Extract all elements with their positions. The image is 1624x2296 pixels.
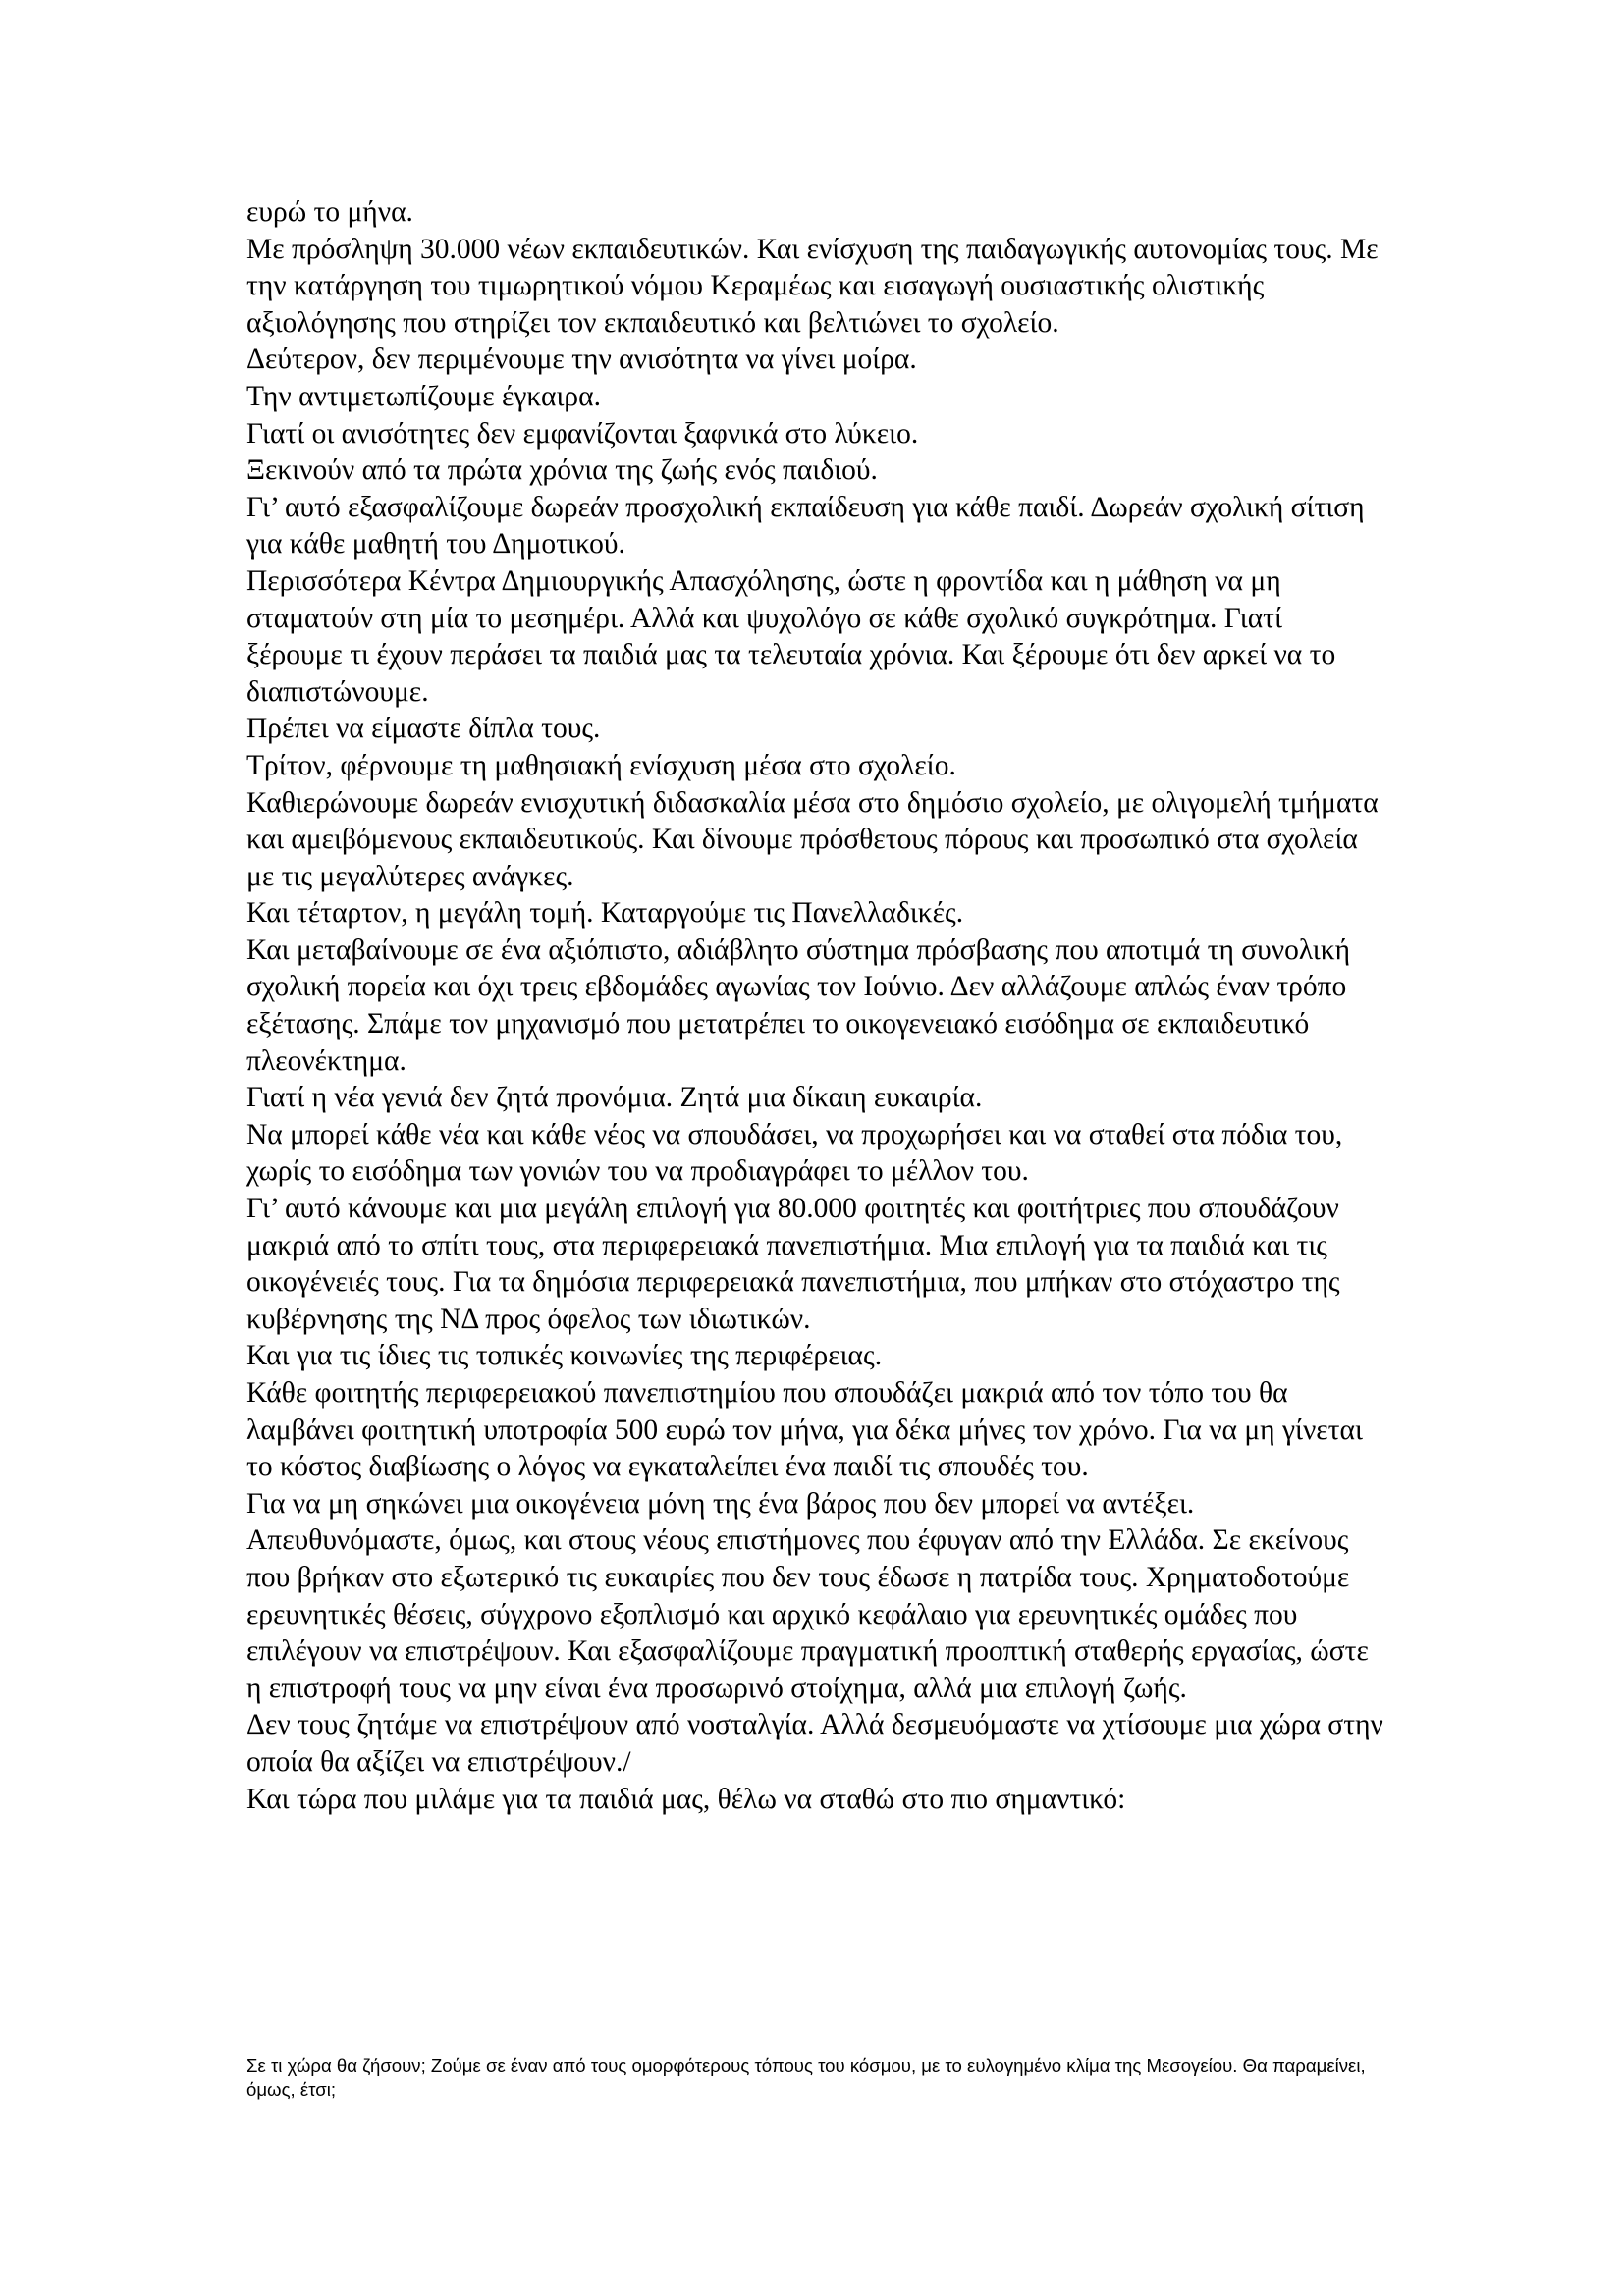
paragraph: Απευθυνόμαστε, όμως, και στους νέους επιστήμονες που έφυγαν από την Ελλάδα. Σε εκείνους που βρήκαν στο εξωτερικό τις ευκαιρίες που δεν τους έδωσε η πατρίδα τους. Χρηματοδοτούμε ερευνητικές θέσεις, σύγχρονο εξοπλισμό και αρχικό κεφάλαιο για ερευνητικές ομάδες που επιλέγουν να επιστρέψουν. Και εξασφαλίζουμε πραγματική προοπτική σταθερής εργασίας, ώστε η επιστροφή τους να μην είναι ένα προσωρινό στοίχημα, αλλά μια επιλογή ζωής.	[246, 1524, 1369, 1704]
footnote-text: Σε τι χώρα θα ζήσουν; Ζούμε σε έναν από τους ομορφότερους τόπους του κόσμου, με το ευλογημένο κλίμα της Μεσογείου. Θα παραμείνει, όμως, έτσι;	[246, 2056, 1366, 2100]
paragraph: Καθιερώνουμε δωρεάν ενισχυτική διδασκαλία μέσα στο δημόσιο σχολείο, με ολιγομελή τμήματα και αμειβόμενους εκπαιδευτικούς. Και δίνουμε πρόσθετους πόρους και προσωπικό στα σχολεία με τις μεγαλύτερες ανάγκες.	[246, 786, 1379, 892]
paragraph: Και τέταρτον, η μεγάλη τομή. Καταργούμε τις Πανελλαδικές.	[246, 897, 964, 930]
paragraph: Να μπορεί κάθε νέα και κάθε νέος να σπουδάσει, να προχωρήσει και να σταθεί στα πόδια του, χωρίς το εισόδημα των γονιών του να προδιαγράφει το μέλλον του.	[246, 1118, 1343, 1188]
paragraph: Και για τις ίδιες τις τοπικές κοινωνίες της περιφέρειας.	[246, 1340, 883, 1372]
paragraph: Δεύτερον, δεν περιμένουμε την ανισότητα να γίνει μοίρα.	[246, 344, 917, 376]
paragraph: Περισσότερα Κέντρα Δημιουργικής Απασχόλησης, ώστε η φροντίδα και η μάθηση να μη σταματούν στη μία το μεσημέρι. Αλλά και ψυχολόγο σε κάθε σχολικό συγκρότημα. Γιατί ξέρουμε τι έχουν περάσει τα παιδιά μας τα τελευταία χρόνια. Και ξέρουμε ότι δεν αρκεί να το διαπιστώνουμε.	[246, 564, 1336, 708]
paragraph: Για να μη σηκώνει μια οικογένεια μόνη της ένα βάρος που δεν μπορεί να αντέξει.	[246, 1487, 1195, 1520]
paragraph: Γι’ αυτό κάνουμε και μια μεγάλη επιλογή για 80.000 φοιτητές και φοιτήτριες που σπουδάζουν μακριά από το σπίτι τους, στα περιφερειακά πανεπιστήμια. Μια επιλογή για τα παιδιά και τις οικογένειές τους. Για τα δημόσια περιφερειακά πανεπιστήμια, που μπήκαν στο στόχαστρο της κυβέρνησης της ΝΔ προς όφελος των ιδιωτικών.	[246, 1193, 1340, 1335]
paragraph: Γιατί οι ανισότητες δεν εμφανίζονται ξαφνικά στο λύκειο.	[246, 417, 919, 450]
paragraph: Πρέπει να είμαστε δίπλα τους.	[246, 713, 601, 745]
document-body	[246, 194, 1385, 1818]
paragraph: Και τώρα που μιλάμε για τα παιδιά μας, θέλω να σταθώ στο πιο σημαντικό:	[246, 1783, 1126, 1815]
paragraph: ευρώ το μήνα.	[246, 196, 413, 228]
paragraph: Γιατί η νέα γενιά δεν ζητά προνόμια. Ζητά μια δίκαιη ευκαιρία.	[246, 1082, 983, 1114]
paragraph: Και μεταβαίνουμε σε ένα αξιόπιστο, αδιάβλητο σύστημα πρόσβασης που αποτιμά τη συνολική σχολική πορεία και όχι τρεις εβδομάδες αγωνίας τον Ιούνιο. Δεν αλλάζουμε απλώς έναν τρόπο εξέτασης. Σπάμε τον μηχανισμό που μετατρέπει το οικογενειακό εισόδημα σε εκπαιδευτικό πλεονέκτημα.	[246, 934, 1351, 1077]
paragraph: Την αντιμετωπίζουμε έγκαιρα.	[246, 380, 601, 412]
paragraph: Ξεκινούν από τα πρώτα χρόνια της ζωής ενός παιδιού.	[246, 454, 878, 487]
paragraph: Δεν τους ζητάμε να επιστρέψουν από νοσταλγία. Αλλά δεσμευόμαστε να χτίσουμε μια χώρα στην οποία θα αξίζει να επιστρέψουν./	[246, 1709, 1383, 1778]
paragraph: Τρίτον, φέρνουμε τη μαθησιακή ενίσχυση μέσα στο σχολείο.	[246, 749, 956, 781]
paragraph: Γι’ αυτό εξασφαλίζουμε δωρεάν προσχολική εκπαίδευση για κάθε παιδί. Δωρεάν σχολική σίτιση για κάθε μαθητή του Δημοτικού.	[246, 491, 1365, 561]
paragraph: Κάθε φοιτητής περιφερειακού πανεπιστημίου που σπουδάζει μακριά από τον τόπο του θα λαμβάνει φοιτητική υποτροφία 500 ευρώ τον μήνα, για δέκα μήνες τον χρόνο. Για να μη γίνεται το κόστος διαβίωσης ο λόγος να εγκαταλείπει ένα παιδί τις σπουδές του.	[246, 1377, 1363, 1483]
paragraph: Με πρόσληψη 30.000 νέων εκπαιδευτικών. Και ενίσχυση της παιδαγωγικής αυτονομίας τους. Με την κατάργηση του τιμωρητικού νόμου Κεραμέως και εισαγωγή ουσιαστικής ολιστικής αξιολόγησης που στηρίζει τον εκπαιδευτικό και βελτιώνει το σχολείο.	[246, 233, 1379, 339]
